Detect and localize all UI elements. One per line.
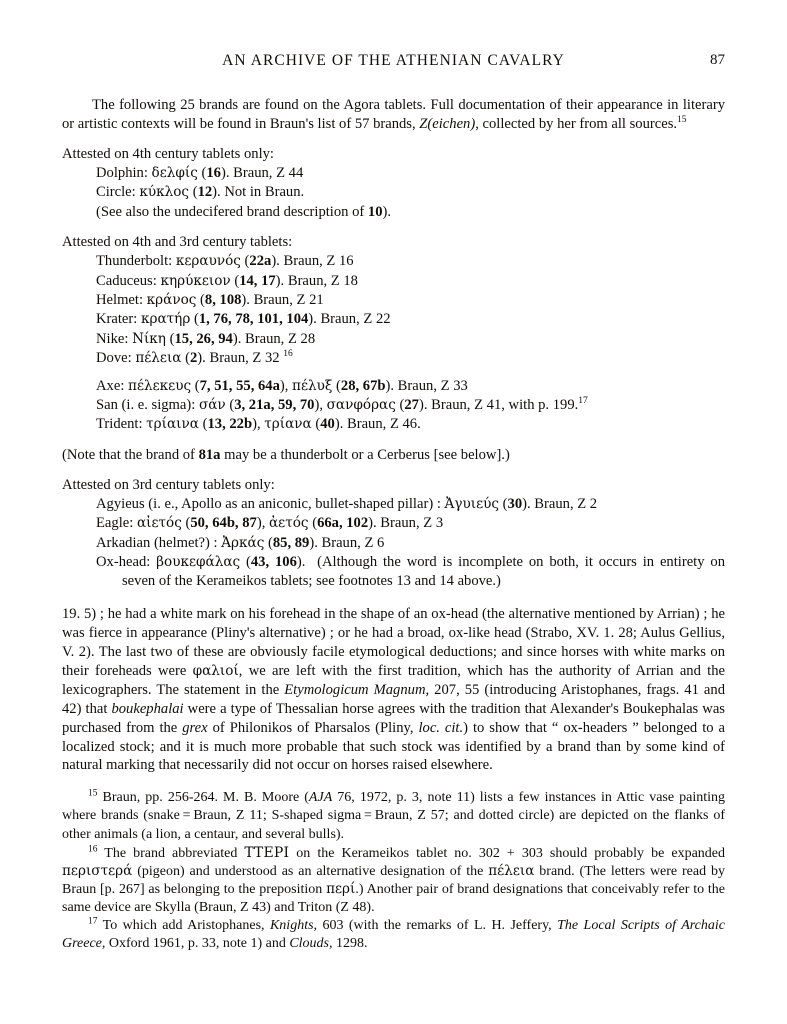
brand-entry-eagle: Eagle: αἰετός (50, 64b, 87), ἀετός (66a, 102). Braun, Z 3 <box>96 515 444 532</box>
brand-entry-axe: Axe: πέλεκευς (7, 51, 55, 64a), πέλυξ (28, 67b). Braun, Z 33 <box>96 377 468 394</box>
footnotes <box>62 789 725 952</box>
brand-entry-trident: Trident: τρίαινα (13, 22b), τρίανα (40). Braun, Z 46. <box>96 416 421 433</box>
section-4th-century <box>62 145 725 222</box>
brand-entry-krater: Krater: κρατήρ (1, 76, 78, 101, 104). Braun, Z 22 <box>96 311 391 328</box>
footnote-marker-16: 16 <box>88 843 98 854</box>
section-lead-3rd: Attested on 3rd century tablets only: <box>62 476 275 493</box>
intro-text: The following 25 brands are found on the Agora tablets. Full documentation of their appearance in literary or artistic contexts will be found in Braun's list of 57 brands, Z(eichen), collected by her from all sources. <box>62 97 725 132</box>
section-4th-3rd-century <box>62 233 725 435</box>
section-lead-4th-3rd: Attested on 4th and 3rd century tablets: <box>62 234 293 251</box>
footnote-marker-15: 15 <box>88 788 98 799</box>
page-number: 87 <box>710 52 725 68</box>
footnote-15: $^{15}$ Braun, pp. 256-264. M. B. Moore (AJA 76, 1972, p. 3, note 11) lists a few instances in Attic vase painting where brands (snake = Braun, Z 11; S-shaped sigma = Braun, Z 57; and dotted circle) are depicted on the flanks of other animals (a lion, a centaur, and several bulls). <box>62 788 725 842</box>
continued-body-paragraph <box>62 605 725 776</box>
brand-entry-dolphin: Dolphin: δελφίς (16). Braun, Z 44 <box>96 164 304 181</box>
brand-entry-agyieus: Agyieus (i. e., Apollo as an aniconic, bullet-shaped pillar) : Ἀγυιεύς (30). Braun, Z 2 <box>96 495 598 512</box>
footnote-16: $^{16}$ The brand abbreviated ΤΤΕΡΙ on the Kerameikos tablet no. 302 + 303 should probably be expanded περιστερά (pigeon) and understood as an alternative designation of the πέλεια brand. (The letters were read by Braun [p. 267] as belonging to the preposition περί.) Another pair of brand designations that conceivably refer to the same device are Skylla (Braun, Z 43) and Triton (Z 48). <box>62 843 725 915</box>
brand-entry-caduceus: Caduceus: κηρύκειον (14, 17). Braun, Z 18 <box>96 272 358 289</box>
footnote-ref-16: 16 <box>283 349 293 360</box>
footnote-marker-17: 17 <box>88 916 98 927</box>
brand-entry-oxhead: Ox-head: βουκεφάλας (43, 106). (Although the word is incomplete on both, it occurs in entirety on seven of the Kerameikos tablets; see footnotes 13 and 14 above.) <box>96 553 725 590</box>
brand-entry-arkadian: Arkadian (helmet?) : Ἀρκάς (85, 89). Braun, Z 6 <box>96 534 385 551</box>
note-81a: (Note that the brand of 81a may be a thunderbolt or a Cerberus [see below].) <box>62 446 510 463</box>
brand-entry-circle: Circle: κύκλος (12). Not in Braun. <box>96 184 305 201</box>
brand-entry-dove: Dove: πέλεια (2). Braun, Z 32 $^{16}$ <box>96 349 293 367</box>
footnote-ref-17: 17 <box>578 396 588 407</box>
running-head: AN ARCHIVE OF THE ATHENIAN CAVALRY <box>222 52 565 69</box>
brand-entry-nike: Nike: Νίκη (15, 26, 94). Braun, Z 28 <box>96 330 316 347</box>
footnote-17: $^{17}$ To which add Aristophanes, Knights, 603 (with the remarks of L. H. Jeffery, The Local Scripts of Archaic Greece, Oxford 1961, p. 33, note 1) and Clouds, 1298. <box>62 916 726 951</box>
intro-paragraph <box>62 96 725 134</box>
section-3rd-century <box>62 476 725 592</box>
section-lead-4th: Attested on 4th century tablets only: <box>62 145 274 162</box>
footnote-ref-15: 15 <box>677 115 687 126</box>
body-text: 19. 5) ; he had a white mark on his forehead in the shape of an ox-head (the alternative mentioned by Arrian) ; he was fierce in appearance (Pliny's alternative) ; or he had a broad, ox-like head (Strabo, XV. 1. 28; Aulus Gellius, V. 2). The last two of these are obviously facile etymological deductions; and since horses with white marks on their foreheads were φαλιοί, we are left with the first tradition, which has the authority of Arrian and the lexicographers. The statement in the Etymologicum Magnum, 207, 55 (introducing Aristophanes, frags. 41 and 42) that boukephalai were a type of Thessalian horse agrees with the tradition that Alexander's Boukephalas was purchased from the grex of Philonikos of Pharsalos (Pliny, loc. cit.) to show that “ ox-headers ” belonged to a localized stock; and it is much more probable that such stock was identified by a brand than by some kind of natural marking that necessarily did not occur on horses raised elsewhere. <box>62 605 726 774</box>
brand-entry-helmet: Helmet: κράνος (8, 108). Braun, Z 21 <box>96 291 324 308</box>
brand-entry-san: San (i. e. sigma): σάν (3, 21a, 59, 70), σανφόρας (27). Braun, Z 41, with p. 199.17 <box>96 396 588 413</box>
page-header <box>62 52 725 70</box>
brand-entry-undecifered: (See also the undecifered brand description of 10). <box>96 203 392 220</box>
brand-entry-thunderbolt: Thunderbolt: κεραυνός (22a). Braun, Z 16 <box>96 253 354 270</box>
